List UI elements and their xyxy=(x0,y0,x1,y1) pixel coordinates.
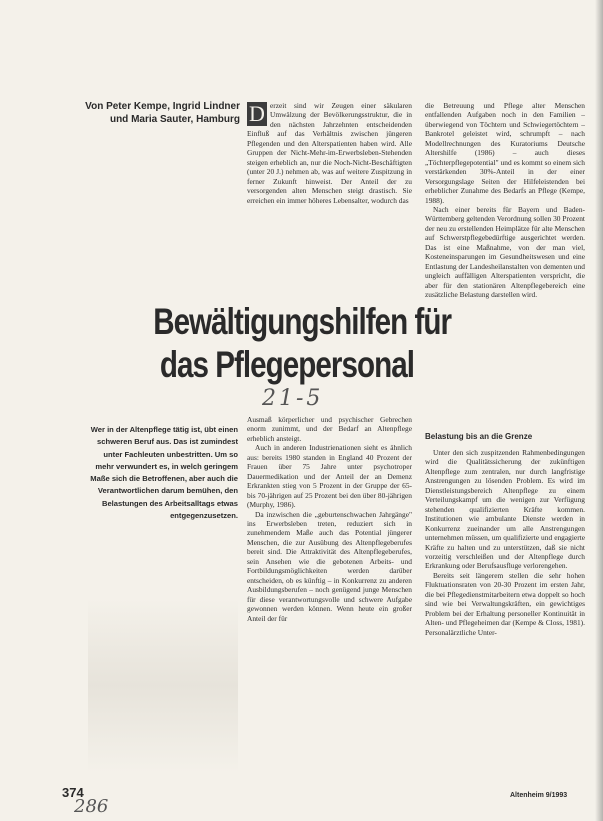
headline-line-2: das Pflegepersonal xyxy=(159,344,414,385)
handwritten-page-number: 286 xyxy=(74,796,109,817)
scan-edge-shadow xyxy=(595,0,603,821)
author-line-2: und Maria Sauter, Hamburg xyxy=(109,114,240,125)
handwritten-annotation: 21-5 xyxy=(262,386,324,411)
intro-text: erzeit sind wir Zeugen einer säkularen Umwälzung der Bevölkerungsstruktur, die in den nächsten Jahrzehnten entscheidenden Einfluß auf das Verhältnis zwischen jüngeren Pflegenden und den Alterspatienten haben wird. Alle Gruppen der Nicht-Mehr-im-Erwerbsleben-Stehenden steigen erheblich an, nur die Noch-Nicht-Beschäftigten (unter 20 J.) nehmen ab, was auf weitere Zuspitzung in ferner Zukunft hinweist. Der Anteil der zu versorgenden alten Menschen steigt drastisch. Sie erreichen ein immer höheres Lebensalter, wodurch das xyxy=(247,101,412,205)
column-paragraph: Da inzwischen die „geburtenschwachen Jahrgänge" ins Erwerbsleben treten, reduziert sich in zunehmendem Maße auch das Potential jüngerer Menschen, die zur Ausübung des Altenpflegeberufes bereit sind. Die Attraktivität des Altenpflegeberufes, sein Ansehen wie die gebotenen Arbeits- und Fortbildungsmöglichkeiten werden darüber entscheiden, ob es künftig – in Konkurrenz zu anderen Ausbildungsberufen – noch genügend junge Menschen für diese verantwortungsvolle und schwere Aufgabe gewonnen werden können. Wenn heute ein großer Anteil der für xyxy=(247,509,412,623)
column-paragraph: die Betreuung und Pflege alter Menschen entfallenden Aufgaben noch in den Familien – überwiegend von Töchtern und Schwiegertöchtern – Bankrotel geleistet wird, schrumpft – nach Modellrechnungen des Kuratoriums Deutsche Altershilfe (1986) – auch dieses „Töchterpflegepotential" und es kommt so einem sich verstärkenden 30%-Anteil in der einer Versorgungslage Seiten der Hilfeleistenden bei erheblicher Zunahme des Bedarfs an Pflege (Kempe, 1988). xyxy=(425,101,585,205)
scan-smudge xyxy=(88,598,238,773)
section-subheading: Belastung bis an die Grenze xyxy=(425,432,533,441)
article-column-1-bottom xyxy=(247,415,412,815)
article-column-1-top xyxy=(247,101,412,291)
column-paragraph: Unter den sich zuspitzenden Rahmenbedingungen wird die Qualitätssicherung der zukünftigen Altenpflege zum zentralen, nur durch langfristige Anstrengungen zu lösenden Problem. Es wird im Dienstleistungsbereich Altenpflege zu einem Verteilungskampf um die wenigen zur Verfügung stehenden qualifizierten Kräfte kommen. Institutionen wie ambulante Dienste werden in Konkurrenz zueinander um alle Anstrengungen unternehmen müssen, um qualifizierte und engagierte Kräfte zu halten und zu unterstützen, daß sie nicht vorzeitig verschleißen und der Altenpflege durch Erkrankung oder Berufsausfluge verlorengehen. xyxy=(425,448,585,571)
article-headline xyxy=(153,300,452,386)
column-paragraph: Ausmaß körperlicher und psychischer Gebrechen enorm zunimmt, und der Bedarf an Altenpflege erheblich ansteigt. xyxy=(247,415,412,443)
headline-line-1: Bewältigungshilfen für xyxy=(153,301,452,342)
author-byline xyxy=(70,100,240,126)
column-paragraph: Auch in anderen Industrienationen sieht es ähnlich aus: bereits 1980 standen in England 40 Prozent der Frauen über 75 Jahre unter psychotroper Dauermedikation und der Anteil der an Demenz Erkrankten stieg von 5 Prozent in der Gruppe der 65- bis 70-jährigen auf 25 Prozent bei den über 80-jährigen (Murphy, 1986). xyxy=(247,443,412,510)
page-number: 374 xyxy=(62,785,84,800)
intro-paragraph xyxy=(247,101,412,205)
column-paragraph: Nach einer bereits für Bayern und Baden-Württemberg geltenden Verordnung sollen 30 Prozent der neu zu erstellenden Heimplätze für alte Menschen auf Schwerstpflegebedürftige ausgerichtet werden. Das ist eine Maßnahme, von der man viel, Kosteneinsparungen im Gesundheitswesen und eine Entlastung der Landesheilanstalten von dementen und ungleich auffälligen Alterspatienten verspricht, die aber für den stationären Altenpflegebereich eine zusätzliche Belastung darstellen wird. xyxy=(425,204,585,300)
column-paragraph: Bereits seit längerem stellen die sehr hohen Fluktuationsraten von 20-30 Prozent im ersten Jahr, die bei Pflegedienstmitarbeitern etwa doppelt so hoch sind wie bei Verwaltungskräften, ein gewichtiges Problem bei der Erhaltung personeller Kontinuität in Alten- und Pflegeheimen dar (Kempe & Closs, 1981). Personalärztliche Unter- xyxy=(425,570,585,637)
journal-footer: Altenheim 9/1993 xyxy=(510,792,568,799)
author-line-1: Von Peter Kempe, Ingrid Lindner xyxy=(85,101,240,112)
drop-cap: D xyxy=(247,102,267,126)
article-column-2-top xyxy=(425,101,585,419)
article-teaser: Wer in der Altenpflege tätig ist, übt einen schweren Beruf aus. Das ist zumindest unter Fachleuten unbestritten. Um so mehr verwundert es, in welch geringem Maße sich die Betroffenen, aber auch die Verantwortlichen darum bemühen, den Belastungen des Arbeitsalltags etwas entgegenzusetzen. xyxy=(90,425,238,521)
article-column-2-bottom xyxy=(425,448,585,816)
